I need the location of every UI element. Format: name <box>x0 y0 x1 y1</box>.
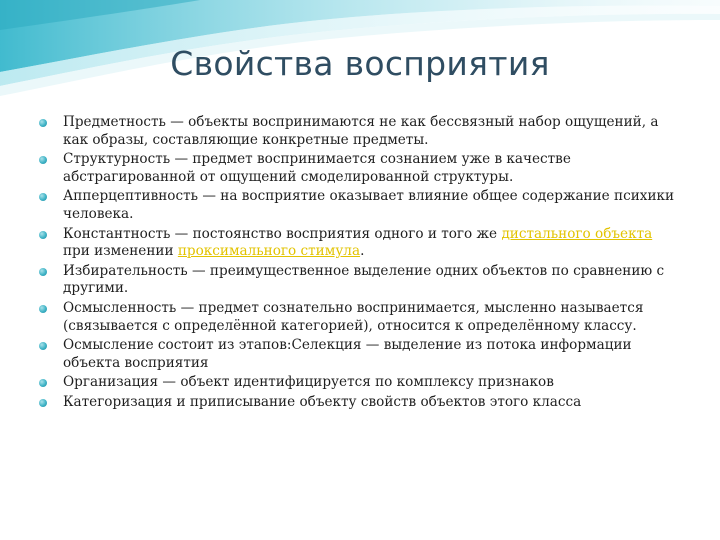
bullet-dot-icon <box>39 399 47 407</box>
bullet-item <box>38 188 678 223</box>
bullet-dot-icon <box>39 379 47 387</box>
bullet-dot-icon <box>39 342 47 350</box>
bullet-text: Константность — постоянство восприятия одного и того же <box>63 225 502 242</box>
bullet-text: Осмысление состоит из этапов:Селекция — выделение из потока информации объекта восприятия <box>63 337 632 371</box>
bullet-text: Структурность — предмет воспринимается сознанием уже в качестве абстрагированной от ощущений смоделированной структуры. <box>63 151 571 185</box>
bullet-item <box>38 337 678 372</box>
bullet-list <box>38 114 678 414</box>
bullet-item <box>38 151 678 186</box>
bullet-text: Организация — объект идентифицируется по комплексу признаков <box>63 374 554 391</box>
bullet-item <box>38 374 678 392</box>
bullet-dot-icon <box>39 231 47 239</box>
bullet-item <box>38 394 678 412</box>
bullet-text: Категоризация и приписывание объекту свойств объектов этого класса <box>63 393 582 410</box>
bullet-text: Избирательность — преимущественное выделение одних объектов по сравнению с другими. <box>63 262 665 297</box>
slide-title: Свойства восприятия <box>170 44 550 83</box>
link-distal-object[interactable]: дистального объекта <box>501 225 653 242</box>
bullet-dot-icon <box>39 268 47 276</box>
bullet-item <box>38 263 678 298</box>
bullet-text: Апперцептивность — на восприятие оказывает влияние общее содержание психики человека. <box>63 188 675 222</box>
bullet-item <box>38 226 678 261</box>
bullet-dot-icon <box>39 305 47 313</box>
bullet-text: . <box>360 243 365 260</box>
bullet-text: Предметность — объекты воспринимаются не как бессвязный набор ощущений, а как образы, составляющие конкретные предметы. <box>63 114 659 148</box>
bullet-dot-icon <box>39 156 47 164</box>
bullet-dot-icon <box>39 193 47 201</box>
bullet-text: при изменении <box>63 243 178 260</box>
bullet-text: Осмысленность — предмет сознательно воспринимается, мысленно называется (связывается с определённой категорией), относится к определённому классу. <box>63 299 644 334</box>
link-proximal-stimulus[interactable]: проксимального стимула <box>177 243 361 260</box>
bullet-item <box>38 300 678 335</box>
bullet-dot-icon <box>39 119 47 127</box>
bullet-item <box>38 114 678 149</box>
